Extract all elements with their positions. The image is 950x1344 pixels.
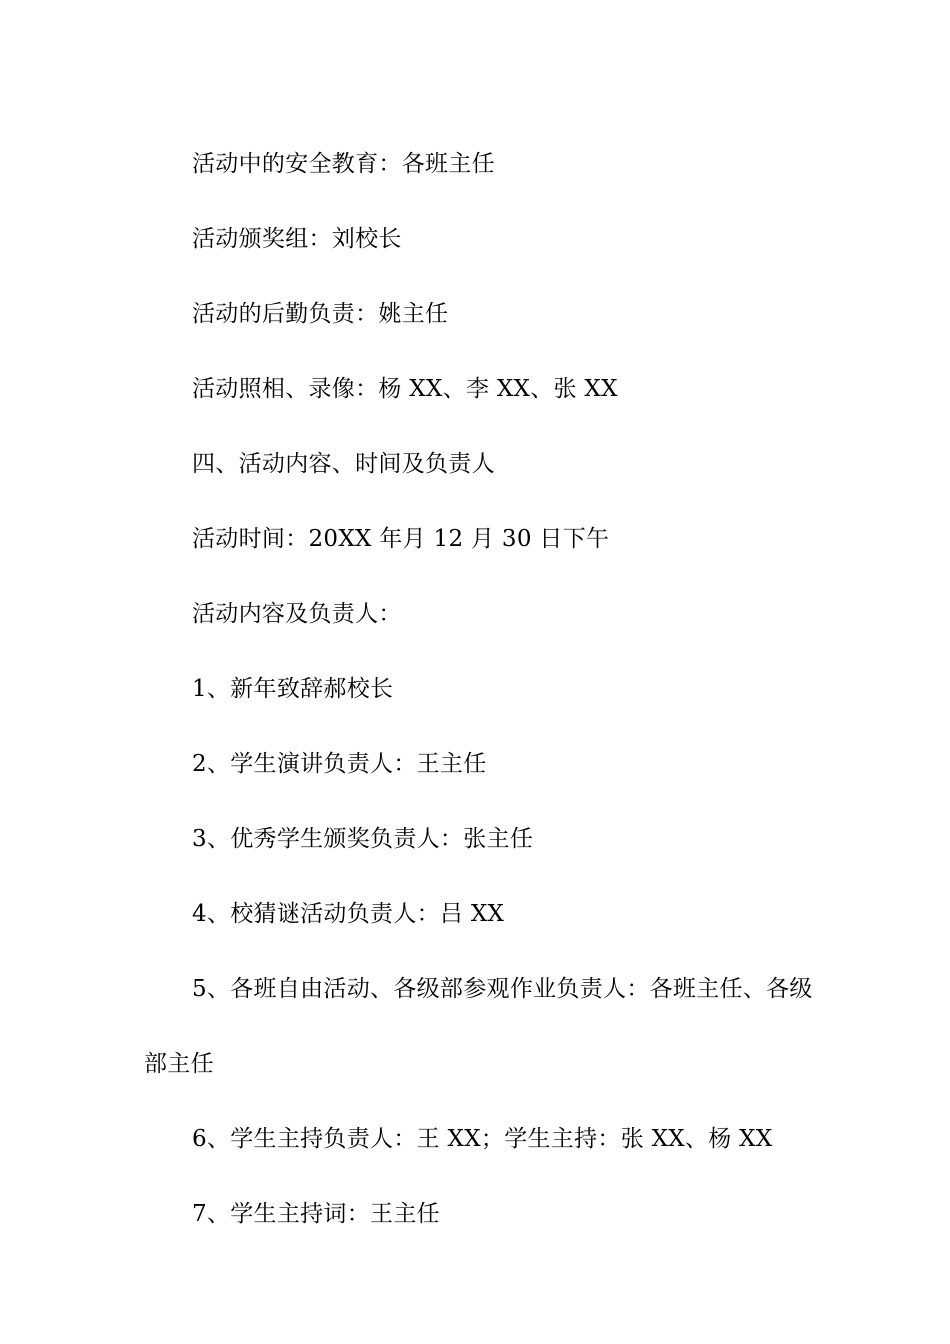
paragraph-logistics: 活动的后勤负责：姚主任 (192, 301, 449, 327)
list-item-free-activity: 5、各班自由活动、各级部参观作业负责人：各班主任、各级部主任 (144, 976, 813, 1077)
list-item-new-year-speech: 1、新年致辞郝校长 (192, 676, 394, 702)
paragraph-safety-education: 活动中的安全教育：各班主任 (192, 151, 495, 177)
paragraph-award-group: 活动颁奖组：刘校长 (192, 226, 402, 252)
paragraph-photo-video: 活动照相、录像：杨 XX、李 XX、张 XX (192, 376, 618, 402)
paragraph-content-owners: 活动内容及负责人： (192, 601, 402, 627)
list-item-student-host: 6、学生主持负责人：王 XX；学生主持：张 XX、杨 XX (192, 1126, 773, 1152)
list-item-riddle-activity: 4、校猜谜活动负责人：吕 XX (192, 901, 505, 927)
list-item-host-script: 7、学生主持词：王主任 (192, 1201, 440, 1227)
section-heading-content-time: 四、活动内容、时间及负责人 (192, 451, 495, 477)
list-item-student-speech: 2、学生演讲负责人：王主任 (192, 751, 487, 777)
document-body (144, 127, 814, 1252)
paragraph-activity-time: 活动时间：20XX 年月 12 月 30 日下午 (192, 526, 610, 552)
list-item-student-awards: 3、优秀学生颁奖负责人：张主任 (192, 826, 534, 852)
